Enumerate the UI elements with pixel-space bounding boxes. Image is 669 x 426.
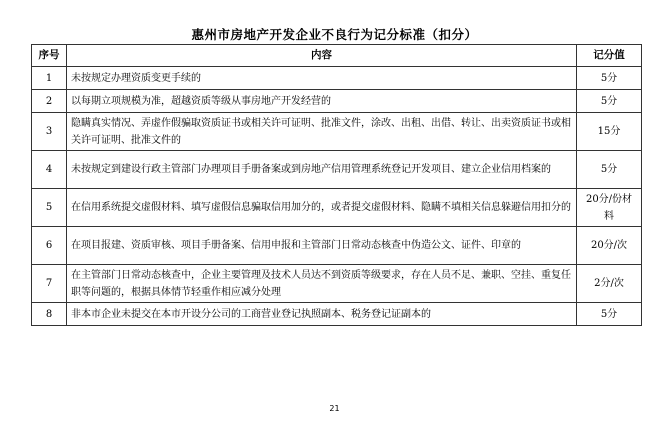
row-score: 20分/份材料	[577, 189, 642, 227]
row-score: 2分/次	[577, 265, 642, 303]
row-content: 在项目报建、资质审核、项目手册备案、信用申报和主管部门日常动态核查中伪造公文、证件、印章的	[67, 227, 577, 265]
row-index: 8	[32, 303, 67, 326]
table-row	[32, 265, 642, 303]
row-score: 15分	[577, 113, 642, 151]
row-score: 5分	[577, 303, 642, 326]
table-row	[32, 303, 642, 326]
page-number: 21	[329, 404, 340, 413]
page-title: 惠州市房地产开发企业不良行为记分标准（扣分）	[191, 27, 478, 42]
row-content: 非本市企业未提交在本市开设分公司的工商营业登记执照副本、税务登记证副本的	[67, 303, 577, 326]
table-row	[32, 113, 642, 151]
column-header-score: 记分值	[577, 45, 642, 67]
row-content: 在主管部门日常动态核查中，企业主要管理及技术人员达不到资质等级要求，存在人员不足、兼职、空挂、重复任职等问题的，根据具体情节轻重作相应减分处理	[67, 265, 577, 303]
row-index: 3	[32, 113, 67, 151]
column-header-content: 内容	[67, 45, 577, 67]
row-index: 7	[32, 265, 67, 303]
table-row	[32, 67, 642, 90]
table-row	[32, 90, 642, 113]
row-index: 6	[32, 227, 67, 265]
row-content: 隐瞒真实情况、弄虚作假骗取资质证书或相关许可证明、批准文件，涂改、出租、出借、转让、出卖资质证书或相关许可证明、批准文件的	[67, 113, 577, 151]
column-header-index: 序号	[32, 45, 67, 67]
row-score: 5分	[577, 151, 642, 189]
row-content: 未按规定到建设行政主管部门办理项目手册备案或到房地产信用管理系统登记开发项目、建立企业信用档案的	[67, 151, 577, 189]
table-row	[32, 227, 642, 265]
table-row	[32, 151, 642, 189]
row-content: 未按规定办理资质变更手续的	[67, 67, 577, 90]
score-table	[31, 44, 642, 326]
row-score: 20分/次	[577, 227, 642, 265]
row-score: 5分	[577, 67, 642, 90]
row-index: 2	[32, 90, 67, 113]
row-content: 以每期立项规模为准，超越资质等级从事房地产开发经营的	[67, 90, 577, 113]
row-score: 5分	[577, 90, 642, 113]
row-index: 1	[32, 67, 67, 90]
row-index: 4	[32, 151, 67, 189]
table-row	[32, 189, 642, 227]
table-header-row	[32, 45, 642, 67]
row-content: 在信用系统提交虚假材料、填写虚假信息骗取信用加分的，或者提交虚假材料、隐瞒不填相关信息躲避信用扣分的	[67, 189, 577, 227]
row-index: 5	[32, 189, 67, 227]
